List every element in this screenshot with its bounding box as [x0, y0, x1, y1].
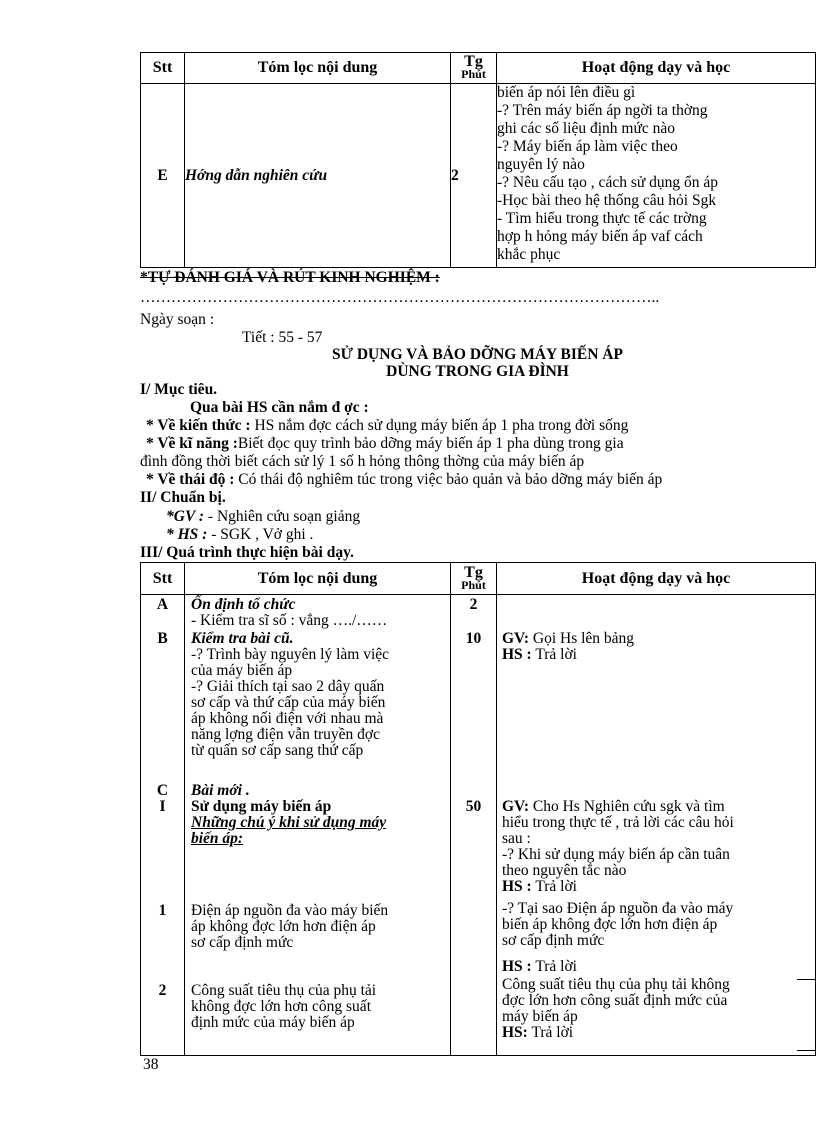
prep-hs — [166, 527, 313, 543]
objectives-intro: Qua bài HS cần nắm đ ợc : — [190, 399, 369, 416]
skill-text-cont: đình đồng thời biết cách sử lý 1 số h hỏng thông thờng của máy biến áp — [140, 453, 585, 470]
row-e-tg: 2 — [451, 84, 497, 268]
skill-text: Biết đọc quy trình bảo dỡng máy biến áp 1 pha dùng trong gia — [237, 435, 624, 452]
row1-line: sơ cấp định mức — [191, 934, 294, 951]
hs-label: HS : — [502, 878, 532, 895]
b-line: -? Giải thích tại sao 2 dây quấn — [191, 678, 385, 695]
gv-label: GV: — [502, 630, 529, 647]
header-tg — [451, 563, 497, 595]
row2-line: không đợc lớn hơn công suất — [191, 998, 371, 1015]
activity-line: máy biến áp — [502, 1008, 578, 1025]
hs-text: - SGK , Vở ghi . — [207, 526, 314, 543]
lesson-table-2 — [140, 562, 816, 1056]
header-tg-label: Tg — [464, 53, 483, 70]
knowledge-label: * Về kiến thức : — [146, 417, 251, 434]
b-line: từ quấn sơ cấp sang thứ cấp — [191, 742, 364, 759]
objective-skill — [146, 436, 624, 452]
activity-line: - Tìm hiểu trong thực tế các trờng — [497, 210, 707, 227]
period-label: Tiết : 55 - 57 — [242, 329, 323, 346]
activity-line: -? Máy biến áp làm việc theo — [497, 138, 678, 155]
gv-label: *GV : — [166, 508, 205, 525]
activity-line: nguyên lý nào — [497, 156, 585, 173]
stt-1: 1 — [158, 902, 167, 919]
activity-line: ghi các số liệu định mức nào — [497, 120, 675, 137]
gv-text: Cho Hs Nghiên cứu sgk và tìm — [529, 798, 725, 815]
activity-line: -Học bài theo hệ thống câu hỏi Sgk — [497, 192, 717, 209]
row1-content — [191, 903, 388, 951]
activity-line: -? Trên máy biến áp ngời ta thờng — [497, 102, 708, 119]
row1-line: Điện áp nguồn đa vào máy biến — [191, 902, 389, 919]
a-title: Ổn định tổ chức — [191, 596, 296, 613]
hs-text: Trả lời — [531, 646, 577, 663]
activity-line: -? Nêu cấu tạo , cách sử dụng ổn áp — [497, 174, 719, 191]
b-questions — [191, 647, 443, 759]
b-line: sơ cấp và thứ cấp của máy biến — [191, 694, 386, 711]
activity-column — [497, 595, 816, 1056]
skill-label: * Về kĩ năng : — [146, 435, 238, 452]
edge-rule — [797, 979, 815, 980]
hs-label: HS : — [502, 958, 532, 975]
row1-activity — [502, 901, 733, 949]
row-e-activity — [497, 84, 816, 268]
attitude-label: * Về thái độ : — [146, 471, 235, 488]
hs-text: Trả lời — [531, 958, 577, 975]
gv-label: GV: — [502, 798, 529, 815]
header-content: Tóm lọc nội dung — [185, 53, 451, 84]
stt-c: C — [156, 782, 169, 799]
attitude-text: Có thái độ nghiêm túc trong việc bảo quản và bảo dỡng máy biến áp — [234, 471, 663, 488]
date-label: Ngày soạn : — [140, 311, 215, 328]
c-title: Bài mới . — [191, 782, 250, 799]
activity-line: biến áp không đợc lớn hơn điện áp — [502, 916, 718, 933]
row1-hs — [502, 959, 577, 975]
b-line: năng lợng điện vẫn truyền đợc — [191, 726, 380, 743]
activity-line: theo nguyên tắc nào — [502, 862, 627, 879]
hs-text: Trả lời — [531, 878, 577, 895]
hs-label: HS : — [502, 646, 532, 663]
objective-attitude — [146, 472, 662, 488]
gv-text: Gọi Hs lên bảng — [529, 630, 635, 647]
edge-rule — [797, 1050, 815, 1051]
activity-line: -? Tại sao Điện áp nguồn đa vào máy — [502, 900, 734, 917]
b-line: áp không nối điện với nhau mà — [191, 710, 384, 727]
activity-line: sơ cấp định mức — [502, 932, 605, 949]
header-tg-unit: Phút — [461, 577, 486, 592]
lesson-table-1 — [140, 52, 816, 268]
i-title: Sử dụng máy biến áp — [191, 798, 332, 815]
header-activity: Hoạt động dạy và học — [497, 563, 816, 595]
content-column — [185, 595, 451, 1056]
i-activity — [502, 799, 734, 895]
activity-line: hiểu trong thực tế , trả lời các câu hỏi — [502, 814, 734, 831]
tg-b: 10 — [465, 630, 482, 647]
knowledge-text: HS nắm đợc cách sử dụng máy biến áp 1 pha trong đời sống — [250, 417, 629, 434]
objective-knowledge — [146, 418, 628, 434]
row1-line: áp không đợc lớn hơn điện áp — [191, 918, 376, 935]
header-tg — [451, 53, 497, 84]
stt-a: A — [156, 596, 169, 613]
stt-2: 2 — [158, 982, 167, 999]
preparation-heading: II/ Chuẩn bị. — [140, 489, 226, 506]
tg-i: 50 — [465, 798, 482, 815]
activity-line: khắc phục — [497, 246, 561, 263]
i-subtitle-1: Những chú ý khi sử dụng máy — [191, 814, 387, 831]
stt-i: I — [159, 798, 166, 815]
process-heading: III/ Quá trình thực hiện bài dạy. — [140, 544, 354, 561]
activity-line: hợp h hỏng máy biến áp vaf cách — [497, 228, 703, 245]
row-e-stt: E — [141, 84, 185, 268]
header-activity: Hoạt động dạy và học — [497, 53, 816, 84]
row2-content — [191, 983, 376, 1031]
header-stt: Stt — [141, 53, 185, 84]
i-subtitle-2: biến áp: — [191, 830, 244, 847]
row2-activity — [502, 977, 730, 1041]
hs-text: Trả lời — [527, 1024, 574, 1041]
gv-text: - Nghiên cứu soạn giảng — [204, 508, 361, 525]
b-title: Kiểm tra bài cũ. — [191, 630, 294, 647]
activity-line: -? Khi sử dụng máy biến áp cần tuân — [502, 846, 730, 863]
stt-column — [141, 595, 185, 1056]
tg-column — [451, 595, 497, 1056]
header-content: Tóm lọc nội dung — [185, 563, 451, 595]
objectives-heading: I/ Mục tiêu. — [140, 381, 218, 398]
prep-gv — [166, 509, 360, 525]
row-e-content: Hớng dẫn nghiên cứu — [185, 84, 451, 268]
hs-label: HS: — [502, 1024, 528, 1041]
b-line: -? Trình bày nguyên lý làm việc — [191, 646, 390, 663]
self-eval-dots: ……………………………………………………………………………………….. — [140, 289, 660, 306]
activity-line: đợc lớn hơn công suất định mức của — [502, 992, 728, 1009]
b-line: của máy biến áp — [191, 662, 293, 679]
tg-a: 2 — [469, 596, 478, 613]
page-number: 38 — [143, 1056, 159, 1073]
lesson-title-line2: DÙNG TRONG GIA ĐÌNH — [386, 363, 569, 380]
stt-b: B — [157, 630, 168, 647]
b-activity — [502, 631, 634, 663]
header-tg-unit: Phút — [461, 67, 486, 81]
lesson-title-line1: SỬ DỤNG VÀ BẢO DỠNG MÁY BIẾN ÁP — [332, 346, 623, 363]
header-stt: Stt — [141, 563, 185, 595]
activity-line: biến áp nói lên điều gì — [497, 84, 636, 101]
hs-label: * HS : — [166, 526, 208, 543]
self-eval-heading: *TỰ ĐÁNH GIÁ VÀ RÚT KINH NGHIỆM : — [140, 269, 440, 286]
row2-line: Công suất tiêu thụ của phụ tải — [191, 982, 377, 999]
row2-line: định mức của máy biến áp — [191, 1014, 355, 1031]
a-text: - Kiểm tra sĩ số : vắng …./…… — [191, 612, 388, 629]
header-tg-label: Tg — [464, 563, 483, 581]
activity-line: Công suất tiêu thụ của phụ tải không — [502, 976, 730, 993]
activity-line: sau : — [502, 830, 531, 847]
